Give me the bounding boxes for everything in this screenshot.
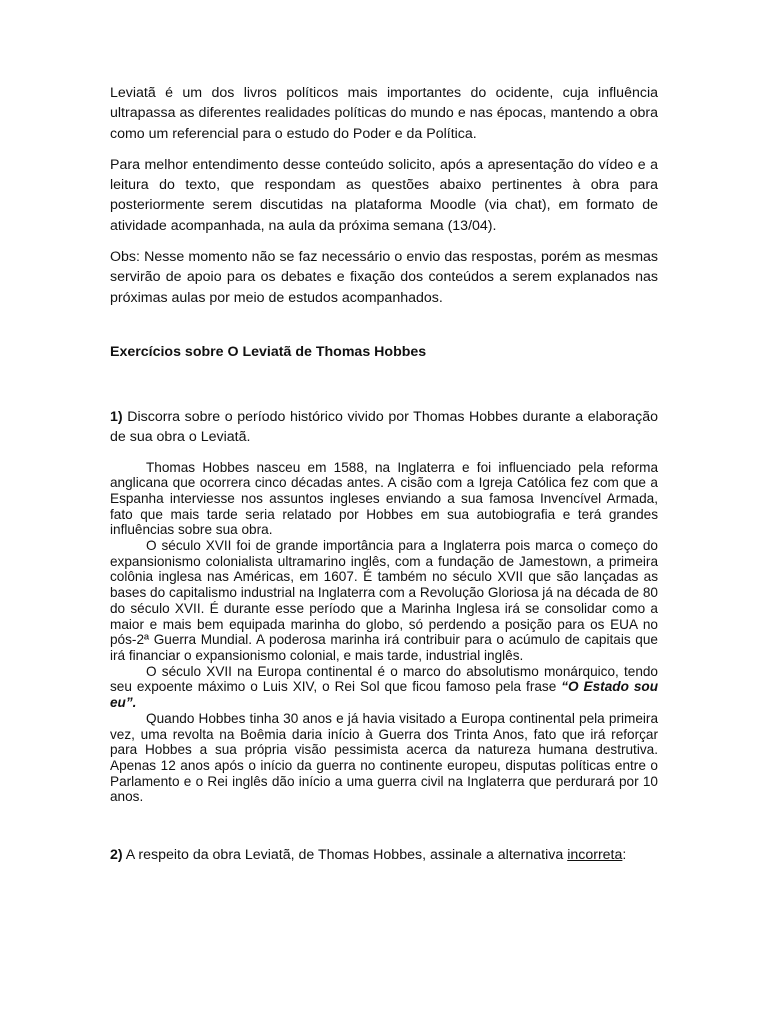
answer-paragraph-2: O século XVII foi de grande importância para a Inglaterra pois marca o começo do expansionismo colonialista ultramarino inglês, com a fundação de Jamestown, a primeira colônia inglesa nas Américas, em 1607. É também no século XVII que são lançadas as bases do capitalismo industrial na Inglaterra com a Revolução Gloriosa já na década de 80 do século XVII. É durante esse período que a Marinha Inglesa irá se consolidar como a maior e mais bem equipada marinha do globo, só perdendo a posição para os EUA no pós-2ª Guerra Mundial. A poderosa marinha irá contribuir para o acúmulo de capitais que irá financiar o expansionismo colonial, e mais tarde, industrial inglês. (110, 538, 658, 663)
question-2 (110, 845, 658, 865)
exercises-title: Exercícios sobre O Leviatã de Thomas Hobbes (110, 343, 427, 360)
intro-paragraph-2: Para melhor entendimento desse conteúdo solicito, após a apresentação do vídeo e a leitura do texto, que respondam as questões abaixo pertinentes à obra para posteriormente serem discutidas na plataforma Moodle (via chat), em formato de atividade acompanhada, na aula da próxima semana (13/04). (110, 156, 658, 234)
intro-paragraph-obs: Obs: Nesse momento não se faz necessário o envio das respostas, porém as mesmas servirão de apoio para os debates e fixação dos conteúdos a serem explanados nas próximas aulas por meio de estudos acompanhados. (110, 249, 658, 306)
answer-1 (110, 460, 658, 805)
answer-paragraph-1: Thomas Hobbes nasceu em 1588, na Inglaterra e foi influenciado pela reforma anglicana que ocorrera cinco décadas antes. A cisão com a Igreja Católica fez com que a Espanha interviesse nos assuntos ingleses enviando a sua famosa Invencível Armada, fato que mais tarde seria relatado por Hobbes em sua autobiografia e terá grandes influências sobre sua obra. (110, 459, 658, 538)
famous-quote: “O Estado sou eu”. (110, 679, 659, 711)
question-1 (110, 407, 658, 448)
question-1-number: 1) (110, 408, 123, 425)
answer-paragraph-3-text: O século XVII na Europa continental é o marco do absolutismo monárquico, tendo seu expoente máximo o Luis XIV, o Rei Sol que ficou famoso pela frase (110, 663, 658, 695)
question-2-number: 2) (110, 847, 123, 864)
answer-paragraph-4: Quando Hobbes tinha 30 anos e já havia visitado a Europa continental pela primeira vez, uma revolta na Boêmia daria início à Guerra dos Trinta Anos, fato que irá reforçar para Hobbes a sua própria visão pessimista acerca da natureza humana destrutiva. Apenas 12 anos após o início da guerra no continente europeu, disputas políticas entre o Parlamento e o Rei inglês dão início a uma guerra civil na Inglaterra que perdurará por 10 anos. (110, 710, 658, 805)
question-1-text: Discorra sobre o período histórico vivido por Thomas Hobbes durante a elaboração de sua obra o Leviatã. (110, 408, 658, 446)
question-2-text: A respeito da obra Leviatã, de Thomas Hobbes, assinale a alternativa (122, 847, 568, 864)
intro-paragraph-1: Leviatã é um dos livros políticos mais importantes do ocidente, cuja influência ultrapassa as diferentes realidades políticas do mundo e nas épocas, mantendo a obra como um referencial para o estudo do Poder e da Política. (110, 85, 658, 142)
question-2-underlined-word: incorreta (567, 847, 623, 864)
intro-section (110, 83, 658, 308)
answer-paragraph-3 (110, 664, 658, 711)
question-2-end: : (622, 847, 627, 864)
